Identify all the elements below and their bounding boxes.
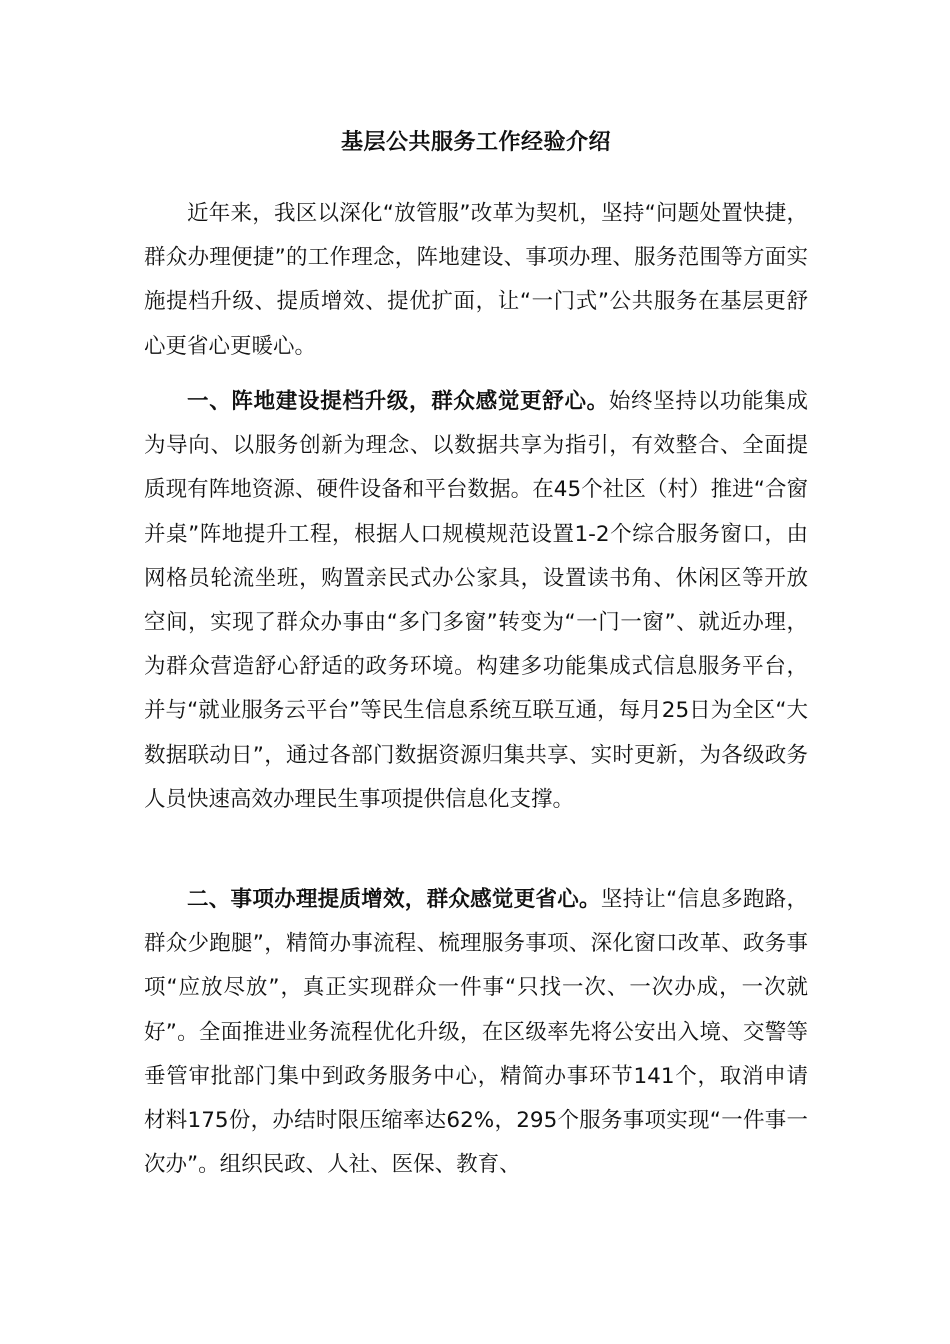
paragraph-section-1 [144,380,808,822]
section-1-text: 始终坚持以功能集成为导向、以服务创新为理念、以数据共享为指引，有效整合、全面提质现有阵地资源、硬件设备和平台数据。在45个社区（村）推进“合窗并桌”阵地提升工程，根据人口规模规范设置1-2个综合服务窗口，由网格员轮流坐班，购置亲民式办公家具，设置读书角、休闲区等开放空间，实现了群众办事由“多门多窗”转变为“一门一窗”、就近办理，为群众营造舒心舒适的政务环境。构建多功能集成式信息服务平台，并与“就业服务云平台”等民生信息系统互联互通，每月25日为全区“大数据联动日”，通过各部门数据资源归集共享、实时更新，为各级政务人员快速高效办理民生事项提供信息化支撑。 [144,389,808,812]
paragraph-intro [144,192,808,369]
document-title: 基层公共服务工作经验介绍 [340,130,611,155]
section-2-text: 坚持让“信息多跑路，群众少跑腿”，精简办事流程、梳理服务事项、深化窗口改革、政务事项“应放尽放”，真正实现群众一件事“只找一次、一次办成，一次就好”。全面推进业务流程优化升级，在区级率先将公安出入境、交警等垂管审批部门集中到政务服务中心，精简办事环节141个，取消申请材料175份，办结时限压缩率达62%，295个服务事项实现“一件事一次办”。组织民政、人社、医保、教育、 [144,887,808,1178]
paragraph-intro-text: 近年来，我区以深化“放管服”改革为契机，坚持“问题处置快捷，群众办理便捷”的工作理念，阵地建设、事项办理、服务范围等方面实施提档升级、提质增效、提优扩面，让“一门式”公共服务在基层更舒心更省心更暖心。 [144,201,808,359]
section-1-heading: 一、阵地建设提档升级，群众感觉更舒心。 [187,389,609,414]
paragraph-section-2 [144,878,808,1187]
section-2-heading: 二、事项办理提质增效，群众感觉更省心。 [187,887,601,912]
